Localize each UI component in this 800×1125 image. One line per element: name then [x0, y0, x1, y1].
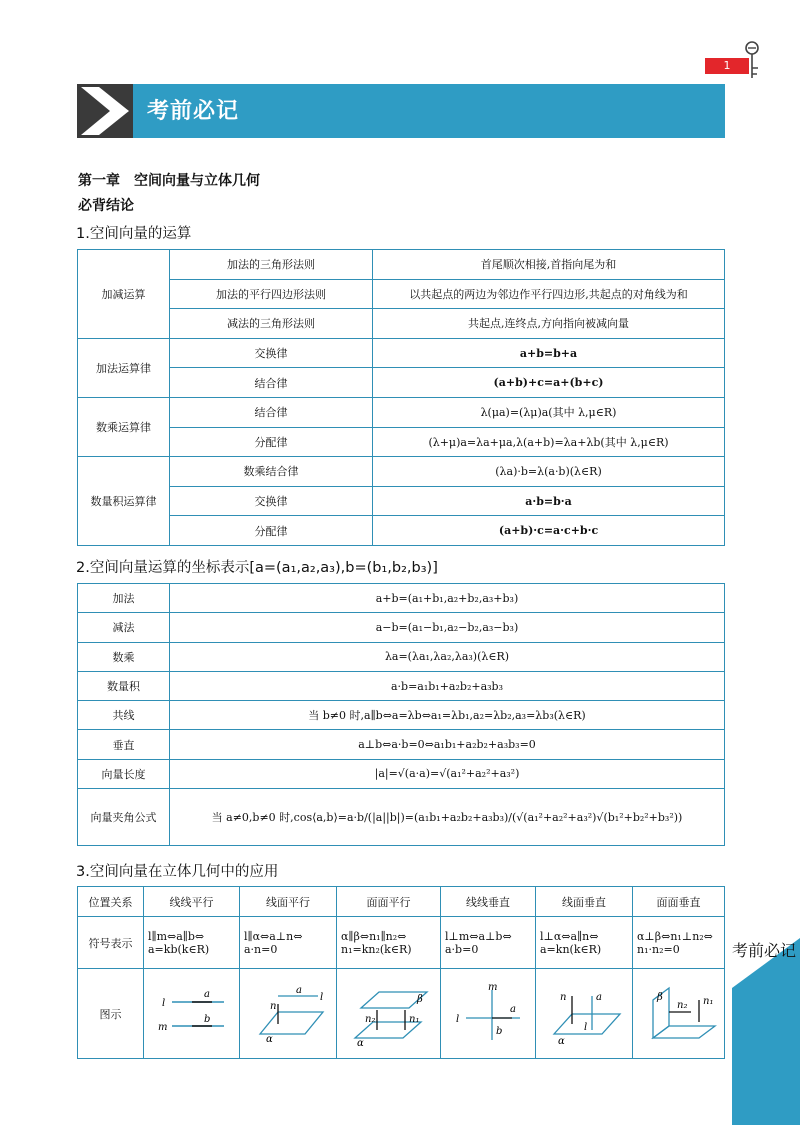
- symbol-line: l∥α⇔a⊥n⇔: [244, 929, 303, 943]
- application-table: [77, 886, 725, 1059]
- svg-text:b: b: [203, 1013, 210, 1025]
- svg-text:a: a: [510, 1003, 516, 1015]
- table-header: 面面平行: [337, 887, 441, 917]
- svg-text:n₂: n₂: [364, 1013, 375, 1025]
- subtitle: 必背结论: [78, 198, 134, 214]
- table-cell: 减法: [78, 613, 170, 642]
- figure-line-plane-perpendicular: [536, 969, 633, 1059]
- table-cell: 向量长度: [78, 759, 170, 788]
- table-row: [78, 309, 725, 339]
- table-cell: 数乘: [78, 642, 170, 671]
- table-row: [78, 789, 725, 846]
- table-row: [78, 730, 725, 759]
- svg-text:a: a: [296, 984, 302, 996]
- table-cell: 数乘结合律: [170, 457, 373, 487]
- section3-title: 3.空间向量在立体几何中的应用: [76, 864, 279, 880]
- table-cell: 垂直: [78, 730, 170, 759]
- svg-text:l: l: [456, 1013, 460, 1025]
- banner: [77, 84, 725, 138]
- table-cell: [633, 917, 725, 969]
- table-header: 线线平行: [144, 887, 240, 917]
- table-row: [78, 486, 725, 516]
- svg-text:n₁: n₁: [702, 995, 713, 1007]
- table-cell: 加减运算: [78, 250, 170, 339]
- side-tab-label: 考前必记: [732, 941, 797, 960]
- table-cell: (a+b)+c=a+(b+c): [373, 368, 725, 398]
- key-icon: [742, 40, 764, 86]
- figure-line-plane-parallel: [240, 969, 337, 1059]
- table-cell: 加法运算律: [78, 338, 170, 397]
- table-header: 面面垂直: [633, 887, 725, 917]
- table-row: [78, 250, 725, 280]
- table-row: [78, 887, 725, 917]
- table-cell: a·b=a₁b₁+a₂b₂+a₃b₃: [170, 671, 725, 700]
- table-row: [78, 917, 725, 969]
- table-cell: 以共起点的两边为邻边作平行四边形,共起点的对角线为和: [373, 279, 725, 309]
- symbol-line: a·n=0: [244, 942, 278, 956]
- table-row: [78, 457, 725, 487]
- table-cell: 交换律: [170, 486, 373, 516]
- svg-text:a: a: [203, 988, 210, 1000]
- table-header: 线面平行: [240, 887, 337, 917]
- svg-text:n₂: n₂: [676, 999, 687, 1011]
- table-row: [78, 613, 725, 642]
- table-cell: 当 b≠0 时,a∥b⇔a=λb⇔a₁=λb₁,a₂=λb₂,a₃=λb₃(λ∈R): [170, 701, 725, 730]
- chevron-right-icon: [77, 84, 133, 138]
- figure-line-line-parallel: [144, 969, 240, 1059]
- table-cell: |a|=√(a·a)=√(a₁²+a₂²+a₃²): [170, 759, 725, 788]
- symbol-line: l⊥α⇔a∥n⇔: [540, 929, 599, 943]
- table-cell: 结合律: [170, 368, 373, 398]
- svg-text:α: α: [266, 1033, 273, 1044]
- table-cell: 图示: [78, 969, 144, 1059]
- table-cell: λa=(λa₁,λa₂,λa₃)(λ∈R): [170, 642, 725, 671]
- table-row: [78, 338, 725, 368]
- symbol-line: l⊥m⇔a⊥b⇔: [445, 929, 512, 943]
- table-cell: [441, 917, 536, 969]
- table-row: [78, 516, 725, 546]
- table-cell: [536, 917, 633, 969]
- table-cell: 数量积运算律: [78, 457, 170, 546]
- table-cell: 向量夹角公式: [78, 789, 170, 846]
- table-row: [78, 701, 725, 730]
- table-header: 位置关系: [78, 887, 144, 917]
- table-cell: 分配律: [170, 427, 373, 457]
- table-cell: 当 a≠0,b≠0 时,cos⟨a,b⟩=a·b/(|a||b|)=(a₁b₁+a₂b₂+a₃b₃)/(√(a₁²+a₂²+a₃²)√(b₁²+b₂²+b₃²)): [170, 789, 725, 846]
- table-cell: 交换律: [170, 338, 373, 368]
- table-cell: 首尾顺次相接,首指向尾为和: [373, 250, 725, 280]
- symbol-line: a=kn(k∈R): [540, 942, 602, 956]
- page-number: 1: [705, 58, 749, 74]
- symbol-line: a=kb(k∈R): [148, 942, 210, 956]
- table-cell: a−b=(a₁−b₁,a₂−b₂,a₃−b₃): [170, 613, 725, 642]
- svg-text:m: m: [157, 1021, 167, 1033]
- symbol-line: l∥m⇔a∥b⇔: [148, 929, 205, 943]
- svg-text:α: α: [558, 1035, 565, 1046]
- table-cell: [240, 917, 337, 969]
- symbol-line: n₁=kn₂(k∈R): [341, 942, 412, 956]
- svg-text:α: α: [356, 1037, 364, 1046]
- table-row: [78, 759, 725, 788]
- svg-text:b: b: [496, 1025, 503, 1037]
- table-cell: (λ+μ)a=λa+μa,λ(a+b)=λa+λb(其中 λ,μ∈R): [373, 427, 725, 457]
- table-cell: [144, 917, 240, 969]
- svg-text:β: β: [416, 993, 423, 1005]
- section1-title: 1.空间向量的运算: [76, 226, 192, 242]
- table-row: [78, 397, 725, 427]
- table-cell: 减法的三角形法则: [170, 309, 373, 339]
- table-cell: a⊥b⇔a·b=0⇔a₁b₁+a₂b₂+a₃b₃=0: [170, 730, 725, 759]
- svg-text:n₁: n₁: [408, 1013, 419, 1025]
- svg-text:n: n: [560, 991, 567, 1003]
- symbol-line: α∥β⇔n₁∥n₂⇔: [341, 929, 407, 943]
- table-cell: 共线: [78, 701, 170, 730]
- table-row: [78, 671, 725, 700]
- table-row: [78, 279, 725, 309]
- figure-plane-plane-perpendicular: [633, 969, 725, 1059]
- table-header: 线线垂直: [441, 887, 536, 917]
- table-row: [78, 427, 725, 457]
- table-row: [78, 584, 725, 613]
- banner-title: 考前必记: [147, 99, 240, 124]
- table-cell: 符号表示: [78, 917, 144, 969]
- vector-operations-table: [77, 249, 725, 546]
- table-cell: 分配律: [170, 516, 373, 546]
- table-cell: a+b=b+a: [373, 338, 725, 368]
- table-cell: 数乘运算律: [78, 397, 170, 456]
- svg-text:l: l: [320, 991, 324, 1003]
- coordinate-table: [77, 583, 725, 846]
- chapter-title: 第一章 空间向量与立体几何: [78, 173, 260, 189]
- table-row: [78, 969, 725, 1059]
- table-cell: a+b=(a₁+b₁,a₂+b₂,a₃+b₃): [170, 584, 725, 613]
- table-cell: 加法: [78, 584, 170, 613]
- table-header: 线面垂直: [536, 887, 633, 917]
- svg-text:l: l: [161, 997, 165, 1009]
- table-cell: 加法的三角形法则: [170, 250, 373, 280]
- symbol-line: a·b=0: [445, 942, 479, 956]
- svg-text:a: a: [596, 991, 602, 1003]
- svg-text:m: m: [488, 981, 498, 993]
- symbol-line: n₁·n₂=0: [637, 942, 680, 956]
- symbol-line: α⊥β⇔n₁⊥n₂⇔: [637, 929, 713, 943]
- section2-title: 2.空间向量运算的坐标表示[a=(a₁,a₂,a₃),b=(b₁,b₂,b₃)]: [76, 560, 438, 576]
- svg-text:l: l: [584, 1021, 588, 1033]
- table-cell: 共起点,连终点,方向指向被减向量: [373, 309, 725, 339]
- table-cell: 加法的平行四边形法则: [170, 279, 373, 309]
- table-cell: 结合律: [170, 397, 373, 427]
- table-cell: λ(μa)=(λμ)a(其中 λ,μ∈R): [373, 397, 725, 427]
- table-row: [78, 642, 725, 671]
- svg-text:β: β: [656, 991, 663, 1003]
- table-cell: 数量积: [78, 671, 170, 700]
- figure-plane-plane-parallel: [337, 969, 441, 1059]
- table-cell: (λa)·b=λ(a·b)(λ∈R): [373, 457, 725, 487]
- table-cell: (a+b)·c=a·c+b·c: [373, 516, 725, 546]
- table-row: [78, 368, 725, 398]
- svg-text:n: n: [270, 1000, 277, 1012]
- table-cell: a·b=b·a: [373, 486, 725, 516]
- figure-line-line-perpendicular: [441, 969, 536, 1059]
- table-cell: [337, 917, 441, 969]
